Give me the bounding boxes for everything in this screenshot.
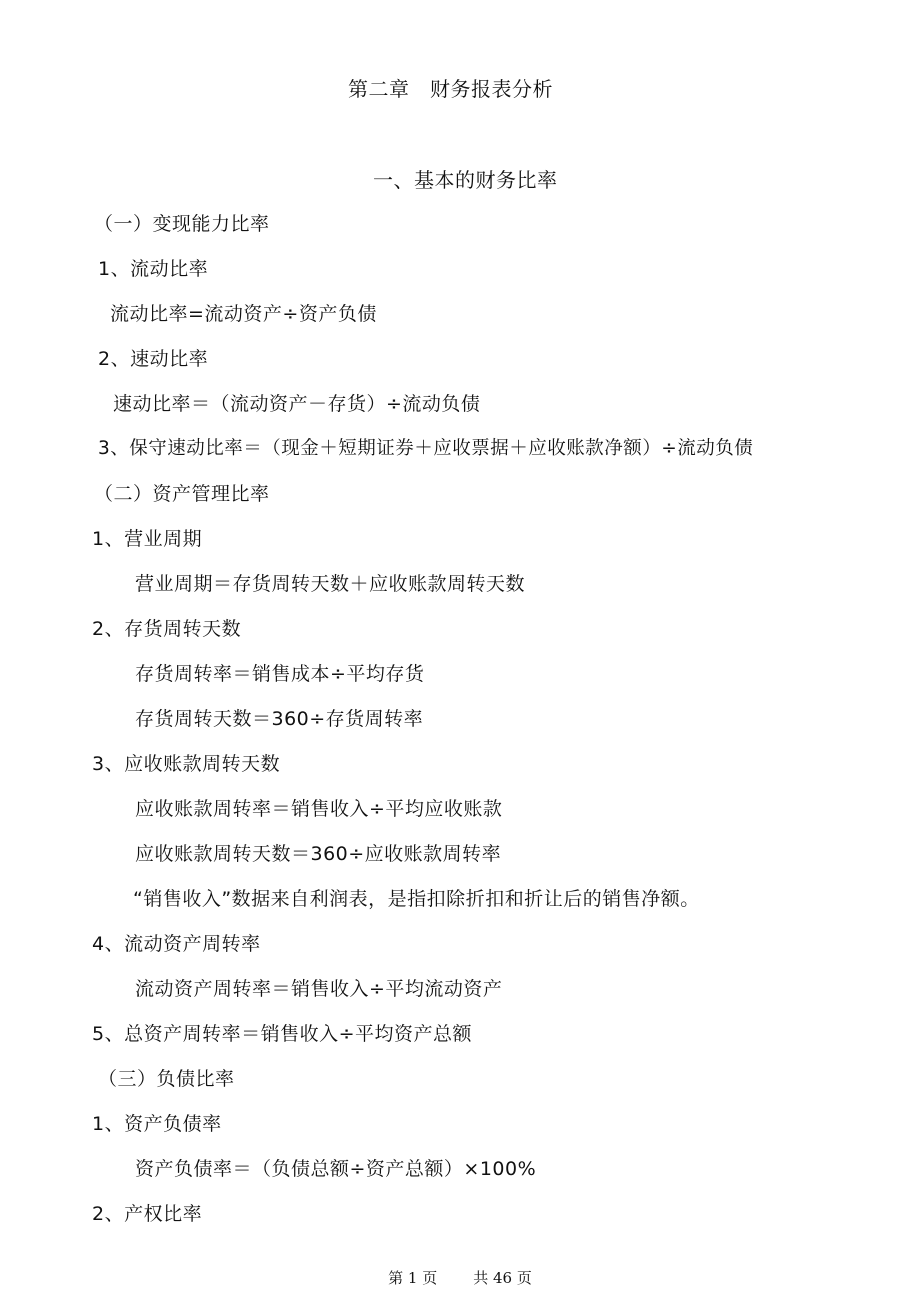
item-heading: 2、速动比率 <box>98 348 209 370</box>
chapter-title: 第二章 财务报表分析 <box>348 77 553 101</box>
item-heading: 4、流动资产周转率 <box>92 933 261 955</box>
item-heading: 5、总资产周转率＝销售收入÷平均资产总额 <box>92 1023 473 1045</box>
formula-line: 应收账款周转率＝销售收入÷平均应收账款 <box>135 798 503 820</box>
page-total: 共 46 页 <box>473 1269 532 1287</box>
formula-line: 资产负债率＝（负债总额÷资产总额）×100% <box>135 1158 537 1180</box>
section-heading: 一、基本的财务比率 <box>373 168 558 192</box>
item-heading: 1、资产负债率 <box>92 1113 222 1135</box>
page-footer <box>0 1268 920 1288</box>
formula-line: 流动资产周转率＝销售收入÷平均流动资产 <box>135 978 503 1000</box>
formula-line: 应收账款周转天数＝360÷应收账款周转率 <box>135 843 502 865</box>
item-heading: 1、营业周期 <box>92 528 203 550</box>
item-heading: 3、保守速动比率＝（现金＋短期证券＋应收票据＋应收账款净额）÷流动负债 <box>98 438 754 459</box>
subsection-heading: （二）资产管理比率 <box>94 483 270 505</box>
subsection-heading: （三）负债比率 <box>98 1068 235 1090</box>
formula-line: 速动比率＝（流动资产－存货）÷流动负债 <box>113 393 481 415</box>
formula-line: 存货周转天数＝360÷存货周转率 <box>135 708 424 730</box>
formula-line: 存货周转率＝销售成本÷平均存货 <box>135 663 425 685</box>
item-heading: 1、流动比率 <box>98 258 209 280</box>
item-heading: 2、存货周转天数 <box>92 618 242 640</box>
note-line: “销售收入”数据来自利润表，是指扣除折扣和折让后的销售净额。 <box>133 888 700 910</box>
page-number: 第 1 页 <box>388 1269 438 1287</box>
formula-line: 流动比率=流动资产÷资产负债 <box>110 303 377 325</box>
subsection-heading: （一）变现能力比率 <box>94 213 270 235</box>
item-heading: 2、产权比率 <box>92 1203 203 1225</box>
formula-line: 营业周期＝存货周转天数＋应收账款周转天数 <box>135 573 526 595</box>
item-heading: 3、应收账款周转天数 <box>92 753 281 775</box>
